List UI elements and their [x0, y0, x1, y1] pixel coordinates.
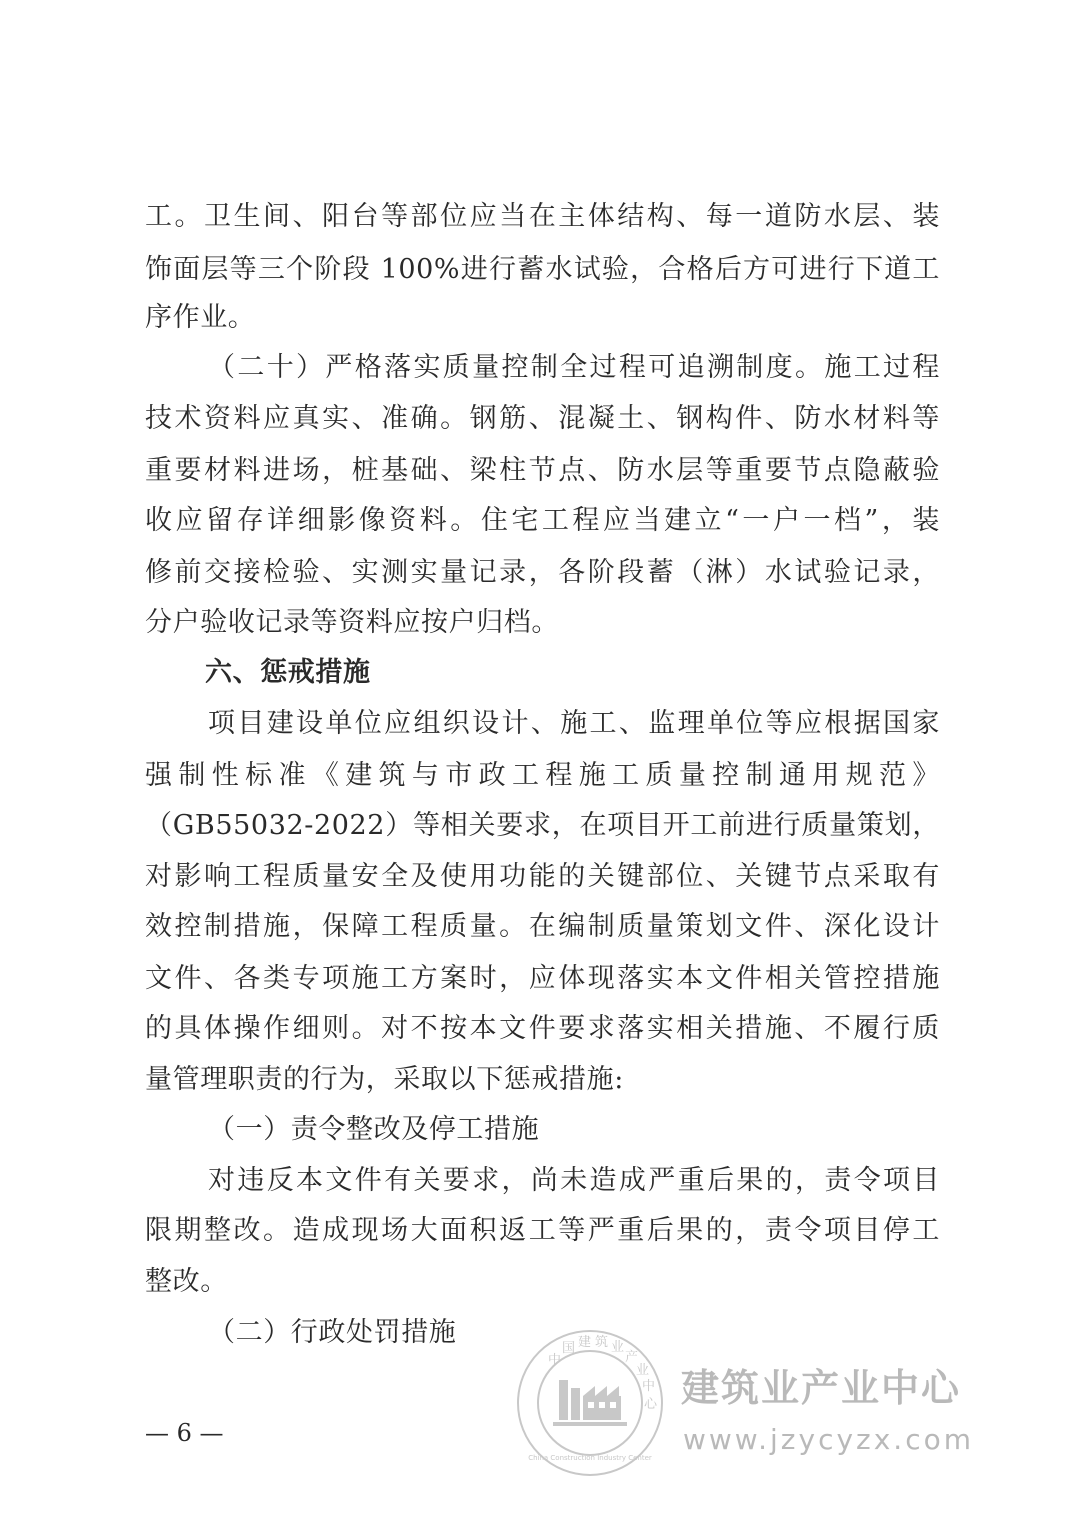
text-line: 的具体操作细则。对不按本文件要求落实相关措施、不履行质 [145, 1013, 940, 1044]
text-line: 对违反本文件有关要求，尚未造成严重后果的，责令项目 [208, 1165, 940, 1196]
svg-text:心: 心 [644, 1397, 658, 1412]
svg-text:业: 业 [611, 1340, 625, 1355]
text-line: （二十）严格落实质量控制全过程可追溯制度。施工过程 [208, 352, 940, 383]
text-line: （GB55032-2022）等相关要求，在项目开工前进行质量策划， [145, 810, 940, 841]
text-line: 收应留存详细影像资料。住宅工程应当建立“一户一档”，装 [145, 505, 940, 536]
watermark-url: www.jzycyzx.com [683, 1423, 975, 1456]
text-line: 饰面层等三个阶段 100%进行蓄水试验，合格后方可进行下道工 [145, 254, 940, 285]
svg-text:业: 业 [636, 1363, 650, 1378]
text-line: 序作业。 [145, 302, 256, 333]
page-number: — 6 — [145, 1419, 224, 1447]
svg-text:国: 国 [562, 1341, 576, 1356]
text-line: 强制性标准《建筑与市政工程施工质量控制通用规范》 [145, 760, 940, 791]
text-line: 量管理职责的行为，采取以下惩戒措施: [145, 1064, 624, 1095]
subsection-heading: （二）行政处罚措施 [208, 1317, 457, 1348]
text-line: 修前交接检验、实测实量记录，各阶段蓄（淋）水试验记录， [145, 557, 940, 588]
svg-text:筑: 筑 [595, 1335, 609, 1350]
text-line: 重要材料进场，桩基础、梁柱节点、防水层等重要节点隐蔽验 [145, 455, 940, 486]
subsection-heading: （一）责令整改及停工措施 [208, 1114, 540, 1145]
text-line: 分户验收记录等资料应按户归档。 [145, 607, 559, 638]
watermark [515, 1328, 975, 1503]
text-line: 整改。 [145, 1266, 228, 1297]
svg-text:China Construction Industry Ce: China Construction Industry Center [528, 1454, 652, 1462]
svg-text:中: 中 [642, 1379, 656, 1394]
svg-text:建: 建 [578, 1335, 592, 1350]
seal-logo-icon [515, 1328, 665, 1478]
text-line: 文件、各类专项施工方案时，应体现落实本文件相关管控措施 [145, 963, 940, 994]
text-line: 工。卫生间、阳台等部位应当在主体结构、每一道防水层、装 [145, 201, 940, 232]
text-line: 技术资料应真实、准确。钢筋、混凝土、钢构件、防水材料等 [145, 403, 940, 434]
watermark-name: 建筑业产业中心 [681, 1366, 962, 1410]
text-line: 效控制措施，保障工程质量。在编制质量策划文件、深化设计 [145, 911, 940, 942]
text-line: 限期整改。造成现场大面积返工等严重后果的，责令项目停工 [145, 1215, 940, 1246]
text-line: 项目建设单位应组织设计、施工、监理单位等应根据国家 [208, 708, 940, 739]
svg-text:中: 中 [548, 1353, 562, 1368]
section-heading: 六、惩戒措施 [205, 657, 371, 688]
svg-text:产: 产 [625, 1350, 639, 1365]
text-line: 对影响工程质量安全及使用功能的关键部位、关键节点采取有 [145, 861, 940, 892]
